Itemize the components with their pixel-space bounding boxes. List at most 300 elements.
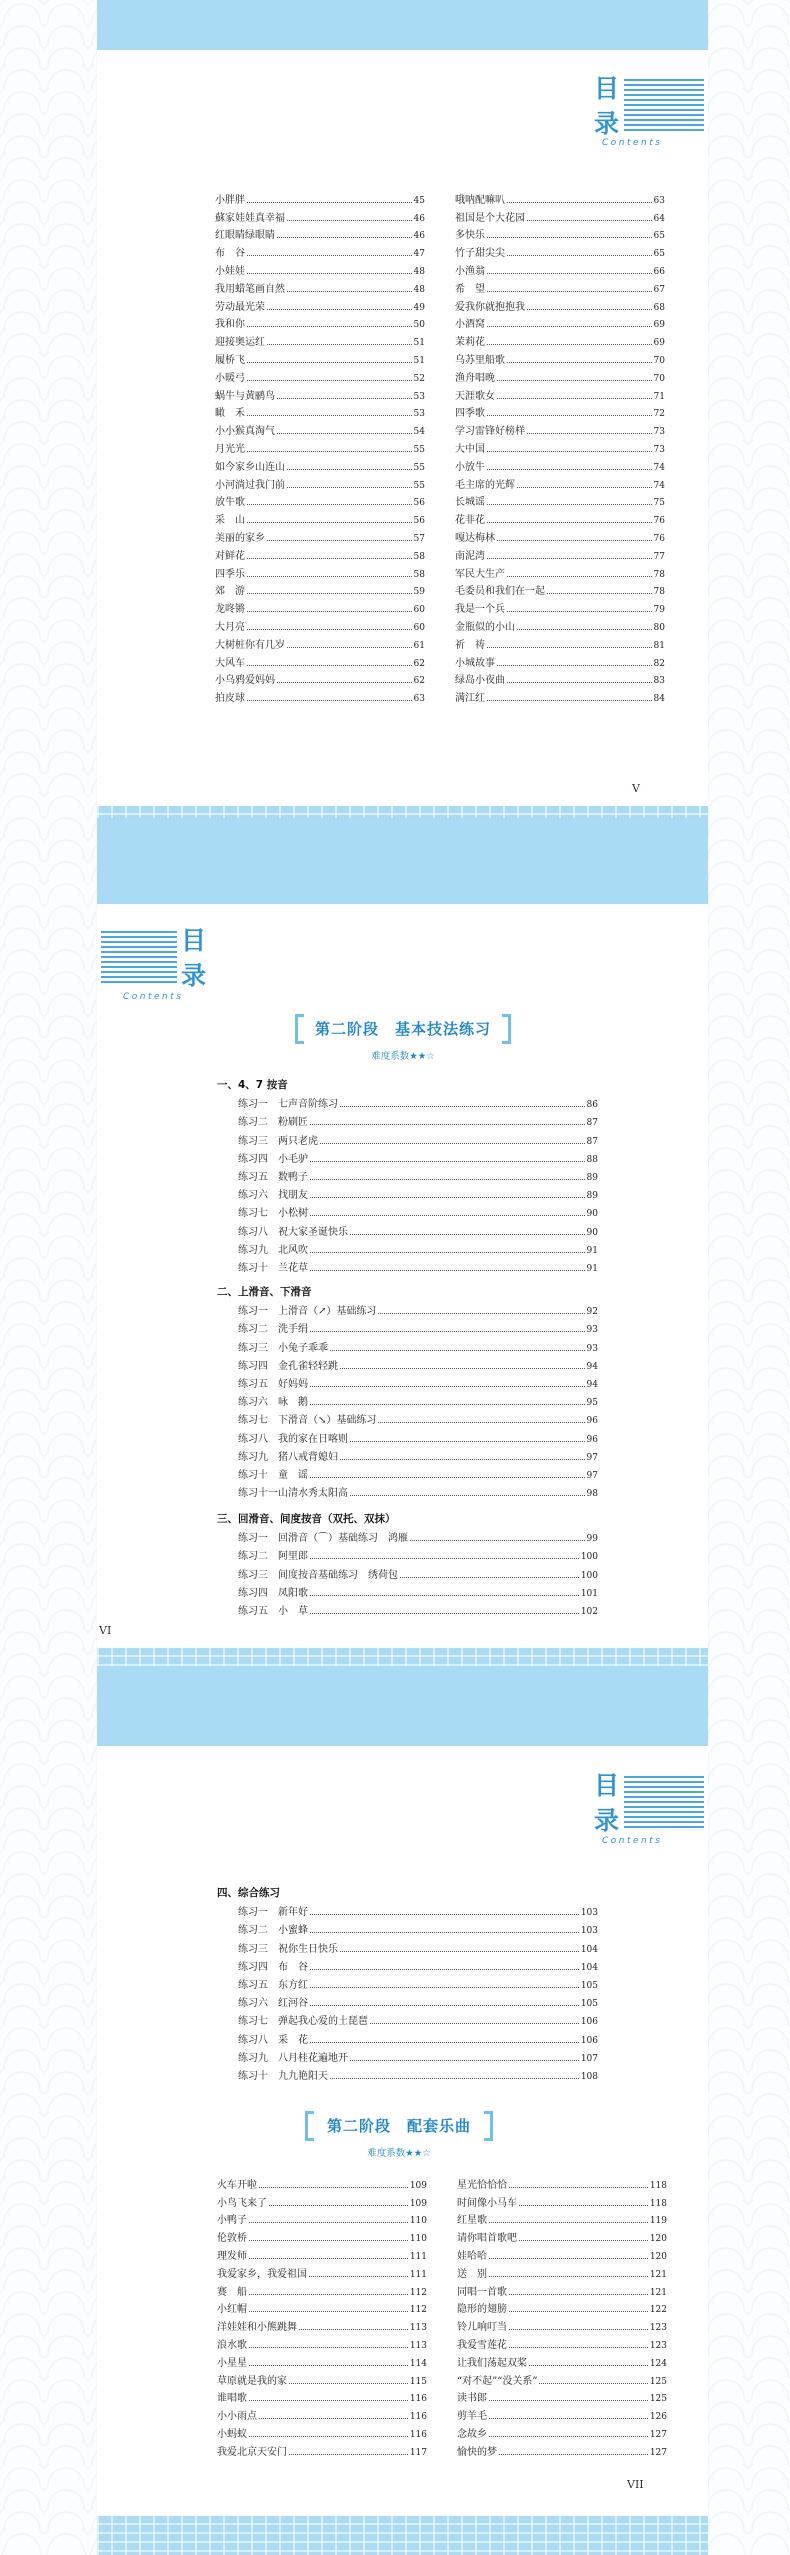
leader-dots	[489, 2436, 648, 2437]
entry-page: 81	[653, 640, 665, 651]
leader-dots	[287, 469, 412, 470]
entry-title: 间度按音基础练习 绣荷包	[278, 1569, 398, 1581]
toc-entry	[215, 419, 425, 437]
leader-dots	[247, 451, 412, 452]
leader-dots	[310, 1558, 579, 1559]
entry-page: 97	[586, 1470, 598, 1481]
leader-dots	[340, 1459, 585, 1460]
toc-entry	[455, 277, 665, 295]
leader-dots	[310, 1613, 579, 1614]
contents-badge	[594, 76, 706, 146]
entry-page: 57	[413, 533, 425, 544]
entry-page: 119	[649, 2216, 667, 2227]
bottom-band	[97, 2516, 708, 2555]
entry-page: 121	[649, 2287, 667, 2298]
entry-number: 练习一	[238, 1533, 268, 1545]
entry-title: 洋娃娃和小熊跳舞	[217, 2322, 297, 2334]
toc-entry	[215, 224, 425, 242]
entry-number: 练习五	[238, 1378, 268, 1390]
entry-page: 53	[413, 391, 425, 402]
toc-entry	[238, 1445, 598, 1463]
section-list	[238, 1092, 598, 1274]
toc-entry	[238, 1599, 598, 1617]
toc-entry	[457, 2333, 667, 2351]
leader-dots	[507, 682, 652, 683]
contents-badge	[594, 1771, 706, 1846]
entry-page: 96	[586, 1416, 598, 1427]
leader-dots	[487, 522, 652, 523]
toc-columns	[217, 2173, 667, 2458]
entry-title: 毛主席的光辉	[455, 479, 515, 491]
entry-page: 97	[586, 1452, 598, 1463]
leader-dots	[247, 362, 412, 363]
entry-page: 105	[580, 1999, 598, 2010]
entry-title: 美丽的家乡	[215, 532, 265, 544]
section-title: 四、综合练习	[217, 1887, 280, 1899]
leader-dots	[487, 291, 652, 292]
leader-dots	[247, 593, 412, 594]
entry-title: 小小雨点	[217, 2411, 257, 2423]
contents-english: Contents	[602, 138, 663, 148]
toc-entry	[457, 2440, 667, 2458]
leader-dots	[259, 2187, 408, 2188]
entry-page: 123	[649, 2340, 667, 2351]
entry-number: 练习十	[238, 1262, 268, 1274]
entry-title: 大风车	[215, 657, 245, 669]
entry-number: 练习七	[238, 1415, 268, 1427]
entry-page: 54	[413, 427, 425, 438]
entry-title: 七声音阶练习	[278, 1099, 338, 1111]
entry-title: 绿岛小夜曲	[455, 675, 505, 687]
entry-page: 100	[580, 1570, 598, 1581]
leader-dots	[487, 326, 652, 327]
contents-char-lu: 录	[594, 1806, 620, 1835]
toc-entry	[215, 455, 425, 473]
entry-title: 学习雷锋好榜样	[455, 426, 525, 438]
leader-dots	[509, 2187, 648, 2188]
leader-dots	[249, 2311, 408, 2312]
entry-page: 105	[580, 1980, 598, 1991]
toc-entry	[217, 2387, 427, 2405]
entry-page: 106	[580, 2017, 598, 2028]
entry-page: 99	[586, 1534, 598, 1545]
contents-badge	[101, 926, 213, 1002]
leader-dots	[507, 576, 652, 577]
entry-title: 我用蜡笔画自然	[215, 283, 285, 295]
entry-title: 同唱一首歌	[457, 2286, 507, 2298]
top-band-pattern	[97, 1648, 708, 1666]
entry-title: 好妈妈	[278, 1378, 308, 1390]
leader-dots	[310, 2042, 579, 2043]
entry-title: 弹起我心爱的土琵琶	[278, 2016, 368, 2028]
entry-page: 52	[413, 373, 425, 384]
entry-title: 我爱北京天安门	[217, 2446, 287, 2458]
leader-dots	[350, 1234, 585, 1235]
entry-title: 祖国是个大花园	[455, 212, 525, 224]
toc-entry	[455, 473, 665, 491]
entry-page: 46	[413, 231, 425, 242]
leader-dots	[247, 504, 412, 505]
toc-entry	[457, 2262, 667, 2280]
entry-title: 小河淌过我门前	[215, 479, 285, 491]
leader-dots	[487, 558, 652, 559]
entry-page: 74	[653, 462, 665, 473]
leader-dots	[277, 398, 412, 399]
banner-bracket-left	[295, 1014, 304, 1044]
entry-title: 洗手绢	[278, 1324, 308, 1336]
entry-number: 练习三	[238, 1569, 268, 1581]
entry-title: 小星星	[217, 2357, 247, 2369]
leader-dots	[289, 2383, 408, 2384]
leader-dots	[310, 1197, 585, 1198]
bottom-band-dash	[97, 800, 708, 802]
entry-title: 小乌鸦爱妈妈	[215, 675, 275, 687]
leader-dots	[497, 398, 652, 399]
toc-entry	[238, 1372, 598, 1390]
toc-entry	[215, 277, 425, 295]
entry-page: 76	[653, 516, 665, 527]
entry-page: 124	[649, 2358, 667, 2369]
leader-dots	[487, 700, 652, 701]
entry-page: 83	[653, 676, 665, 687]
top-band-dash	[97, 1752, 708, 1754]
entry-page: 117	[409, 2447, 427, 2458]
entry-title: 花非花	[455, 515, 485, 527]
entry-number: 练习四	[238, 1587, 268, 1599]
toc-entry	[238, 1335, 598, 1353]
leader-dots	[310, 1404, 585, 1405]
entry-page: 116	[409, 2394, 427, 2405]
entry-page: 48	[413, 284, 425, 295]
leader-dots	[287, 487, 412, 488]
leader-dots	[249, 2400, 408, 2401]
entry-page: 116	[409, 2429, 427, 2440]
leader-dots	[487, 344, 652, 345]
entry-title: 劳动最光荣	[215, 301, 265, 313]
entry-page: 56	[413, 498, 425, 509]
toc-entry	[455, 526, 665, 544]
entry-page: 62	[413, 658, 425, 669]
leader-dots	[519, 2240, 648, 2241]
entry-page: 104	[580, 1962, 598, 1973]
toc-entry	[238, 1562, 598, 1580]
entry-title: 小城故事	[455, 657, 495, 669]
entry-title: 时间像小马车	[457, 2197, 517, 2209]
entry-title: 放牛歌	[215, 497, 245, 509]
entry-number: 练习四	[238, 1360, 268, 1372]
entry-page: 123	[649, 2323, 667, 2334]
entry-number: 练习二	[238, 1117, 268, 1129]
entry-title: 小渔翁	[455, 265, 485, 277]
toc-entry	[455, 508, 665, 526]
entry-title: 蘇家娃娃真幸福	[215, 212, 285, 224]
entry-title: 小酒窝	[455, 319, 485, 331]
leader-dots	[340, 1106, 585, 1107]
contents-char-mu: 目	[181, 926, 207, 955]
entry-title: 红河谷	[278, 1998, 308, 2010]
toc-entry	[215, 526, 425, 544]
leader-dots	[507, 255, 652, 256]
leader-dots	[247, 576, 412, 577]
toc-entry	[455, 241, 665, 259]
entry-page: 58	[413, 569, 425, 580]
toc-entry	[238, 2046, 598, 2064]
leader-dots	[527, 309, 652, 310]
entry-page: 94	[586, 1361, 598, 1372]
toc-entry	[238, 1317, 598, 1335]
entry-number: 练习五	[238, 1605, 268, 1617]
entry-page: 103	[580, 1926, 598, 1937]
entry-page: 78	[653, 587, 665, 598]
page-number: VII	[627, 2478, 644, 2491]
toc-entry	[238, 1147, 598, 1165]
entry-number: 练习四	[238, 1153, 268, 1165]
entry-title: 满江红	[455, 693, 485, 705]
toc-entry	[238, 1544, 598, 1562]
banner-title: 第二阶段 基本技法练习	[314, 1020, 491, 1038]
entry-page: 87	[586, 1136, 598, 1147]
entry-number: 练习一	[238, 1099, 268, 1111]
entry-title: 履桥飞	[215, 354, 245, 366]
entry-number: 练习八	[238, 2034, 268, 2046]
toc-entry	[455, 615, 665, 633]
entry-page: 65	[653, 231, 665, 242]
entry-page: 103	[580, 1908, 598, 1919]
entry-page: 108	[580, 2071, 598, 2082]
entry-number: 练习一	[238, 1306, 268, 1318]
toc-entry	[217, 2280, 427, 2298]
entry-page: 73	[653, 444, 665, 455]
entry-title: 念故乡	[457, 2428, 487, 2440]
entry-title: 东方红	[278, 1979, 308, 1991]
toc-entry	[238, 1092, 598, 1110]
entry-title: 军民大生产	[455, 568, 505, 580]
entry-page: 68	[653, 302, 665, 313]
entry-page: 55	[413, 444, 425, 455]
toc-entry	[455, 295, 665, 313]
entry-title: 新年好	[278, 1907, 308, 1919]
toc-entry	[238, 1110, 598, 1128]
entry-page: 50	[413, 320, 425, 331]
top-band-dash	[97, 56, 708, 58]
entry-title: 天涯歌女	[455, 390, 495, 402]
entry-page: 127	[649, 2447, 667, 2458]
toc-entry	[455, 686, 665, 704]
leader-dots	[350, 2060, 579, 2061]
toc-entry	[217, 2209, 427, 2227]
entry-page: 95	[586, 1398, 598, 1409]
entry-page: 79	[653, 605, 665, 616]
entry-number: 练习三	[238, 1135, 268, 1147]
toc-entry	[238, 1183, 598, 1201]
toc-entry	[215, 544, 425, 562]
leader-dots	[487, 451, 652, 452]
leader-dots	[487, 647, 652, 648]
toc-entry	[215, 206, 425, 224]
entry-number: 练习九	[238, 1244, 268, 1256]
entry-page: 86	[586, 1100, 598, 1111]
toc-entry	[457, 2226, 667, 2244]
toc-entry	[217, 2298, 427, 2316]
entry-title: 回滑音（⌒）基础练习 鸿雁	[278, 1533, 408, 1545]
entry-title: 山清水秀太阳高	[278, 1488, 348, 1500]
entry-title: 小鸭子	[217, 2215, 247, 2227]
entry-title: 月光光	[215, 443, 245, 455]
entry-title: 嘎达梅林	[455, 532, 495, 544]
leader-dots	[277, 433, 412, 434]
toc-entry	[455, 633, 665, 651]
entry-page: 112	[409, 2287, 427, 2298]
leader-dots	[310, 1161, 585, 1162]
entry-number: 练习一	[238, 1907, 268, 1919]
leader-dots	[330, 1350, 585, 1351]
entry-title: 小胖胖	[215, 194, 245, 206]
toc-entry	[238, 1128, 598, 1146]
toc-entry	[217, 2351, 427, 2369]
toc-entry	[217, 2173, 427, 2191]
leader-dots	[527, 220, 652, 221]
entry-number: 练习二	[238, 1324, 268, 1336]
entry-number: 练习八	[238, 1433, 268, 1445]
leader-dots	[249, 2436, 408, 2437]
leader-dots	[487, 469, 652, 470]
entry-title: 剪羊毛	[457, 2411, 487, 2423]
entry-title: 数鸭子	[278, 1171, 308, 1183]
toc-entry	[215, 348, 425, 366]
leader-dots	[259, 2418, 408, 2419]
entry-title: 竹子甜尖尖	[455, 248, 505, 260]
entry-page: 64	[653, 213, 665, 224]
entry-page: 127	[649, 2429, 667, 2440]
toc-entry	[455, 544, 665, 562]
leader-dots	[330, 2078, 579, 2079]
leader-dots	[350, 1441, 585, 1442]
leader-dots	[400, 1577, 579, 1578]
entry-page: 53	[413, 409, 425, 420]
entry-title: 两只老虎	[278, 1135, 318, 1147]
entry-page: 51	[413, 355, 425, 366]
entry-page: 109	[409, 2198, 427, 2209]
leader-dots	[487, 415, 652, 416]
toc-entry	[455, 224, 665, 242]
top-band	[97, 1666, 708, 1746]
entry-title: 兰花草	[278, 1262, 308, 1274]
entry-title: 瞰 禾	[215, 408, 245, 420]
entry-number: 练习三	[238, 1342, 268, 1354]
toc-entry	[238, 1581, 598, 1599]
leader-dots	[249, 2222, 408, 2223]
entry-number: 练习九	[238, 1451, 268, 1463]
toc-entry	[457, 2422, 667, 2440]
stage-banner	[295, 1014, 511, 1044]
entry-page: 107	[580, 2053, 598, 2064]
entry-number: 练习十	[238, 1469, 268, 1481]
entry-page: 98	[586, 1489, 598, 1500]
entry-title: 如今家乡山连山	[215, 461, 285, 473]
entry-page: 65	[653, 249, 665, 260]
entry-page: 118	[649, 2180, 667, 2191]
toc-entry	[215, 437, 425, 455]
leader-dots	[487, 273, 652, 274]
leader-dots	[509, 2311, 648, 2312]
leader-dots	[378, 1313, 584, 1314]
leader-dots	[499, 2454, 648, 2455]
toc-entry	[238, 1219, 598, 1237]
entry-number: 练习二	[238, 1925, 268, 1937]
entry-number: 练习五	[238, 1171, 268, 1183]
entry-number: 练习十	[238, 2070, 268, 2082]
leader-dots	[247, 326, 412, 327]
entry-title: 金孔雀轻轻跳	[278, 1360, 338, 1372]
entry-title: 郊 游	[215, 586, 245, 598]
entry-title: 哦呐配嘛叭	[455, 194, 505, 206]
leader-dots	[539, 2383, 647, 2384]
entry-page: 89	[586, 1191, 598, 1202]
leader-dots	[309, 2276, 408, 2277]
leader-dots	[310, 1331, 585, 1332]
contents-char-lu: 录	[181, 961, 207, 990]
toc-entry	[455, 437, 665, 455]
section-title: 二、上滑音、下滑音	[217, 1286, 312, 1298]
entry-title: 希 望	[455, 283, 485, 295]
entry-page: 63	[413, 694, 425, 705]
entry-page: 78	[653, 569, 665, 580]
leader-dots	[410, 1540, 585, 1541]
entry-page: 51	[413, 338, 425, 349]
toc-entry	[238, 1299, 598, 1317]
leader-dots	[509, 2294, 648, 2295]
entry-page: 66	[653, 266, 665, 277]
bottom-band-dash	[97, 2510, 708, 2512]
entry-page: 90	[586, 1227, 598, 1238]
entry-title: 四季歌	[455, 408, 485, 420]
entry-title: 伦敦桥	[217, 2233, 247, 2245]
toc-entry	[455, 455, 665, 473]
toc-columns	[215, 188, 665, 704]
leader-dots	[247, 558, 412, 559]
entry-page: 112	[409, 2305, 427, 2316]
leader-dots	[277, 682, 412, 683]
entry-title: 我爱家乡，我爱祖国	[217, 2268, 307, 2280]
entry-page: 61	[413, 640, 425, 651]
entry-page: 106	[580, 2035, 598, 2046]
entry-title: 八月桂花遍地开	[278, 2052, 348, 2064]
entry-title: 北风吹	[278, 1244, 308, 1256]
toc-entry	[215, 384, 425, 402]
entry-page: 104	[580, 1944, 598, 1955]
leader-dots	[249, 2258, 408, 2259]
leader-dots	[247, 415, 412, 416]
toc-entry	[455, 348, 665, 366]
entry-title: 对鲜花	[215, 550, 245, 562]
leader-dots	[310, 1987, 579, 1988]
leader-dots	[507, 362, 652, 363]
leader-dots	[497, 380, 652, 381]
toc-entry	[238, 1955, 598, 1973]
toc-entry	[217, 2262, 427, 2280]
leader-dots	[519, 2205, 648, 2206]
contents-char-lu: 录	[594, 109, 620, 138]
toc-entry	[457, 2244, 667, 2262]
leader-dots	[310, 1270, 585, 1271]
leader-dots	[310, 1932, 579, 1933]
entry-title: 茉莉花	[455, 337, 485, 349]
entry-number: 练习九	[238, 2052, 268, 2064]
leader-dots	[247, 380, 412, 381]
entry-page: 72	[653, 409, 665, 420]
leader-dots	[249, 2347, 408, 2348]
leader-dots	[350, 1495, 585, 1496]
